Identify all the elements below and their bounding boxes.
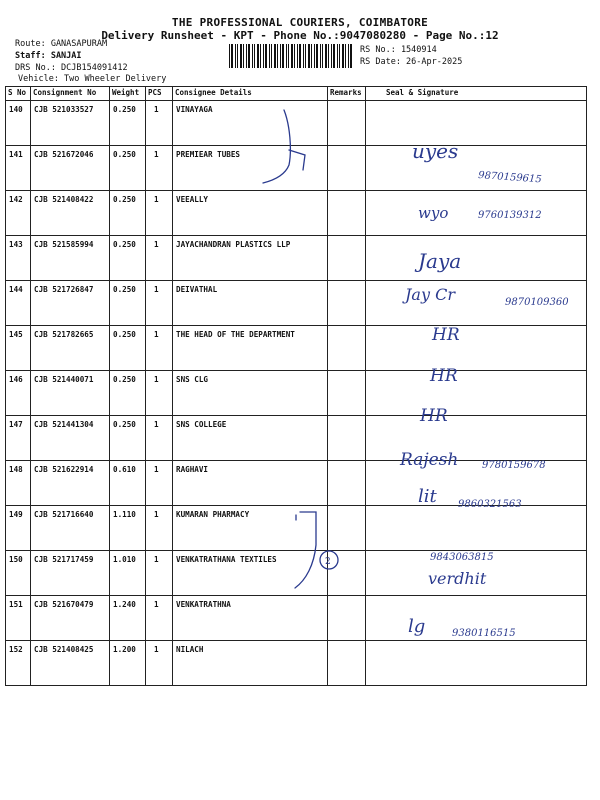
- signature-141: uyes: [412, 139, 459, 163]
- cell-weight: 0.250: [110, 146, 146, 191]
- cell-consignment-no: CJB 521585994: [31, 236, 110, 281]
- cell-weight: 0.250: [110, 191, 146, 236]
- table-row: [6, 551, 587, 596]
- barcode-bar: [291, 44, 293, 68]
- cell-remarks: [328, 551, 366, 596]
- runsheet-table: [5, 86, 587, 686]
- cell-consignment-no: CJB 521408425: [31, 641, 110, 686]
- col-header-consignment: Consignment No: [31, 87, 110, 101]
- cell-seal-signature: [366, 461, 587, 506]
- table-row: [6, 281, 587, 326]
- cell-pcs: 1: [146, 461, 173, 506]
- table-row: [6, 191, 587, 236]
- cell-remarks: [328, 236, 366, 281]
- cell-consignment-no: CJB 521441304: [31, 416, 110, 461]
- cell-weight: 1.200: [110, 641, 146, 686]
- cell-weight: 0.610: [110, 461, 146, 506]
- cell-weight: 0.250: [110, 281, 146, 326]
- cell-pcs: 1: [146, 641, 173, 686]
- barcode-bar: [254, 44, 255, 68]
- cell-consignee: VENKATRATHANA TEXTILES: [173, 551, 328, 596]
- signature-142: wyo: [418, 204, 449, 222]
- cell-consignment-no: CJB 521717459: [31, 551, 110, 596]
- phone-152: 9380116515: [452, 628, 516, 639]
- barcode-bar: [271, 44, 272, 68]
- cell-seal-signature: [366, 551, 587, 596]
- cell-remarks: [328, 326, 366, 371]
- cell-sno: 149: [6, 506, 31, 551]
- cell-sno: 145: [6, 326, 31, 371]
- cell-consignment-no: CJB 521672046: [31, 146, 110, 191]
- cell-remarks: [328, 461, 366, 506]
- cell-pcs: 1: [146, 416, 173, 461]
- cell-consignee: VINAYAGA: [173, 101, 328, 146]
- cell-pcs: 1: [146, 596, 173, 641]
- barcode-bar: [257, 44, 259, 68]
- barcode-bar: [288, 44, 289, 68]
- barcode-bar: [339, 44, 340, 68]
- barcode-bar: [348, 44, 349, 68]
- cell-weight: 0.250: [110, 101, 146, 146]
- table-row: [6, 326, 587, 371]
- cell-sno: 146: [6, 371, 31, 416]
- cell-sno: 148: [6, 461, 31, 506]
- cell-weight: 0.250: [110, 371, 146, 416]
- cell-pcs: 1: [146, 326, 173, 371]
- signature-144: Jay Cr: [405, 285, 455, 304]
- phone-150: 9843063815: [430, 552, 494, 563]
- cell-pcs: 1: [146, 506, 173, 551]
- cell-consignee: THE HEAD OF THE DEPARTMENT: [173, 326, 328, 371]
- cell-consignment-no: CJB 521033527: [31, 101, 110, 146]
- cell-pcs: 1: [146, 281, 173, 326]
- route-label: Route: GANASAPURAM: [15, 39, 108, 49]
- col-header-signature: Seal & Signature: [366, 87, 587, 101]
- cell-consignee: RAGHAVI: [173, 461, 328, 506]
- table-row: [6, 236, 587, 281]
- cell-weight: 0.250: [110, 236, 146, 281]
- barcode-bar: [269, 44, 270, 68]
- barcode-bar: [243, 44, 244, 68]
- cell-seal-signature: [366, 416, 587, 461]
- cell-remarks: [328, 596, 366, 641]
- phone-148: 9780159678: [482, 460, 546, 471]
- barcode-bar: [252, 44, 253, 68]
- cell-seal-signature: [366, 326, 587, 371]
- signature-147: HR: [420, 406, 448, 426]
- barcode-bar: [237, 44, 238, 68]
- barcode-bar: [342, 44, 344, 68]
- drs-number: DRS No.: DCJB154091412: [15, 63, 128, 73]
- cell-seal-signature: [366, 506, 587, 551]
- barcode-bar: [305, 44, 306, 68]
- cell-remarks: [328, 281, 366, 326]
- signature-145: HR: [432, 325, 460, 345]
- cell-weight: 0.250: [110, 416, 146, 461]
- cell-pcs: 1: [146, 236, 173, 281]
- document-title: THE PROFESSIONAL COURIERS, COIMBATORE: [171, 16, 429, 29]
- cell-consignee: NILACH: [173, 641, 328, 686]
- signature-149: lit: [418, 486, 437, 507]
- signature-143: Jaya: [418, 249, 462, 273]
- barcode-bar: [345, 44, 346, 68]
- cell-seal-signature: [366, 146, 587, 191]
- barcode-bar: [322, 44, 323, 68]
- cell-seal-signature: [366, 191, 587, 236]
- barcode-bar: [248, 44, 250, 68]
- barcode-bar: [314, 44, 315, 68]
- barcode-bar: [282, 44, 284, 68]
- cell-sno: 143: [6, 236, 31, 281]
- cell-sno: 151: [6, 596, 31, 641]
- cell-seal-signature: [366, 281, 587, 326]
- cell-consignment-no: CJB 521726847: [31, 281, 110, 326]
- col-header-pcs: PCS: [146, 87, 173, 101]
- cell-seal-signature: [366, 596, 587, 641]
- barcode-bar: [316, 44, 318, 68]
- barcode-bar: [265, 44, 267, 68]
- cell-consignee: PREMIEAR TUBES: [173, 146, 328, 191]
- col-header-remarks: Remarks: [328, 87, 366, 101]
- barcode-bar: [350, 44, 352, 68]
- document-subtitle: Delivery Runsheet - KPT - Phone No.:9047080280 - Page No.:12: [101, 29, 499, 42]
- cell-seal-signature: [366, 236, 587, 281]
- cell-consignee: VEEALLY: [173, 191, 328, 236]
- cell-remarks: [328, 146, 366, 191]
- barcode-bar: [246, 44, 247, 68]
- cell-pcs: 1: [146, 101, 173, 146]
- cell-remarks: [328, 101, 366, 146]
- barcode-bar: [274, 44, 276, 68]
- cell-consignee: KUMARAN PHARMACY: [173, 506, 328, 551]
- col-header-consignee: Consignee Details: [173, 87, 328, 101]
- barcode-bar: [231, 44, 233, 68]
- cell-consignee: SNS CLG: [173, 371, 328, 416]
- cell-remarks: [328, 416, 366, 461]
- col-header-weight: Weight: [110, 87, 146, 101]
- cell-consignment-no: CJB 521440071: [31, 371, 110, 416]
- table-row: [6, 146, 587, 191]
- barcode-bar: [303, 44, 304, 68]
- cell-consignment-no: CJB 521408422: [31, 191, 110, 236]
- barcode-bar: [277, 44, 278, 68]
- barcode-bar: [328, 44, 329, 68]
- cell-weight: 1.110: [110, 506, 146, 551]
- barcode-bar: [286, 44, 287, 68]
- circle-mark-text: 2: [325, 557, 331, 567]
- signature-151: verdhit: [428, 569, 487, 588]
- barcode-bar: [280, 44, 281, 68]
- rs-date: RS Date: 26-Apr-2025: [360, 57, 463, 67]
- col-header-sno: S No: [6, 87, 31, 101]
- signature-146: HR: [430, 366, 458, 386]
- vehicle-label: Vehicle: Two Wheeler Delivery: [18, 74, 167, 84]
- cell-sno: 140: [6, 101, 31, 146]
- cell-remarks: [328, 641, 366, 686]
- barcode-bar: [229, 44, 230, 68]
- phone-141: 9870159615: [477, 170, 543, 186]
- table-row: [6, 596, 587, 641]
- phone-149: 9860321563: [458, 499, 522, 510]
- cell-consignment-no: CJB 521622914: [31, 461, 110, 506]
- table-row: [6, 506, 587, 551]
- barcode-bar: [333, 44, 335, 68]
- cell-consignee: SNS COLLEGE: [173, 416, 328, 461]
- cell-consignment-no: CJB 521716640: [31, 506, 110, 551]
- cell-pcs: 1: [146, 551, 173, 596]
- table-row: [6, 101, 587, 146]
- cell-remarks: [328, 191, 366, 236]
- barcode-bar: [297, 44, 298, 68]
- rs-number: RS No.: 1540914: [360, 45, 437, 55]
- signature-152: lg: [408, 616, 426, 637]
- cell-consignment-no: CJB 521670479: [31, 596, 110, 641]
- barcode-bar: [294, 44, 295, 68]
- cell-pcs: 1: [146, 371, 173, 416]
- barcode-bar: [235, 44, 236, 68]
- cell-consignment-no: CJB 521782665: [31, 326, 110, 371]
- barcode-bar: [240, 44, 242, 68]
- table-row: [6, 371, 587, 416]
- barcode-bar: [299, 44, 301, 68]
- cell-sno: 152: [6, 641, 31, 686]
- table-header-row: [6, 87, 587, 101]
- cell-seal-signature: [366, 641, 587, 686]
- cell-sno: 144: [6, 281, 31, 326]
- signature-148: Rajesh: [400, 450, 459, 470]
- barcode-bar: [308, 44, 310, 68]
- cell-pcs: 1: [146, 146, 173, 191]
- cell-seal-signature: [366, 101, 587, 146]
- cell-sno: 147: [6, 416, 31, 461]
- cell-weight: 1.010: [110, 551, 146, 596]
- phone-142: 9760139312: [478, 210, 542, 221]
- cell-weight: 0.250: [110, 326, 146, 371]
- table-row: [6, 641, 587, 686]
- cell-remarks: [328, 506, 366, 551]
- cell-consignee: JAYACHANDRAN PLASTICS LLP: [173, 236, 328, 281]
- barcode-bar: [311, 44, 312, 68]
- barcode-bar: [325, 44, 327, 68]
- cell-consignee: DEIVATHAL: [173, 281, 328, 326]
- barcode-image: [228, 44, 354, 68]
- barcode-bar: [331, 44, 332, 68]
- phone-144: 9870109360: [505, 297, 569, 308]
- cell-pcs: 1: [146, 191, 173, 236]
- cell-remarks: [328, 371, 366, 416]
- cell-sno: 150: [6, 551, 31, 596]
- cell-weight: 1.240: [110, 596, 146, 641]
- barcode-bar: [260, 44, 261, 68]
- staff-label: Staff: SANJAI: [15, 51, 82, 61]
- table-row: [6, 461, 587, 506]
- barcode-bar: [320, 44, 321, 68]
- barcode-bar: [337, 44, 338, 68]
- cell-seal-signature: [366, 371, 587, 416]
- table-row: [6, 416, 587, 461]
- cell-sno: 141: [6, 146, 31, 191]
- barcode-bar: [263, 44, 264, 68]
- cell-consignee: VENKATRATHNA: [173, 596, 328, 641]
- cell-sno: 142: [6, 191, 31, 236]
